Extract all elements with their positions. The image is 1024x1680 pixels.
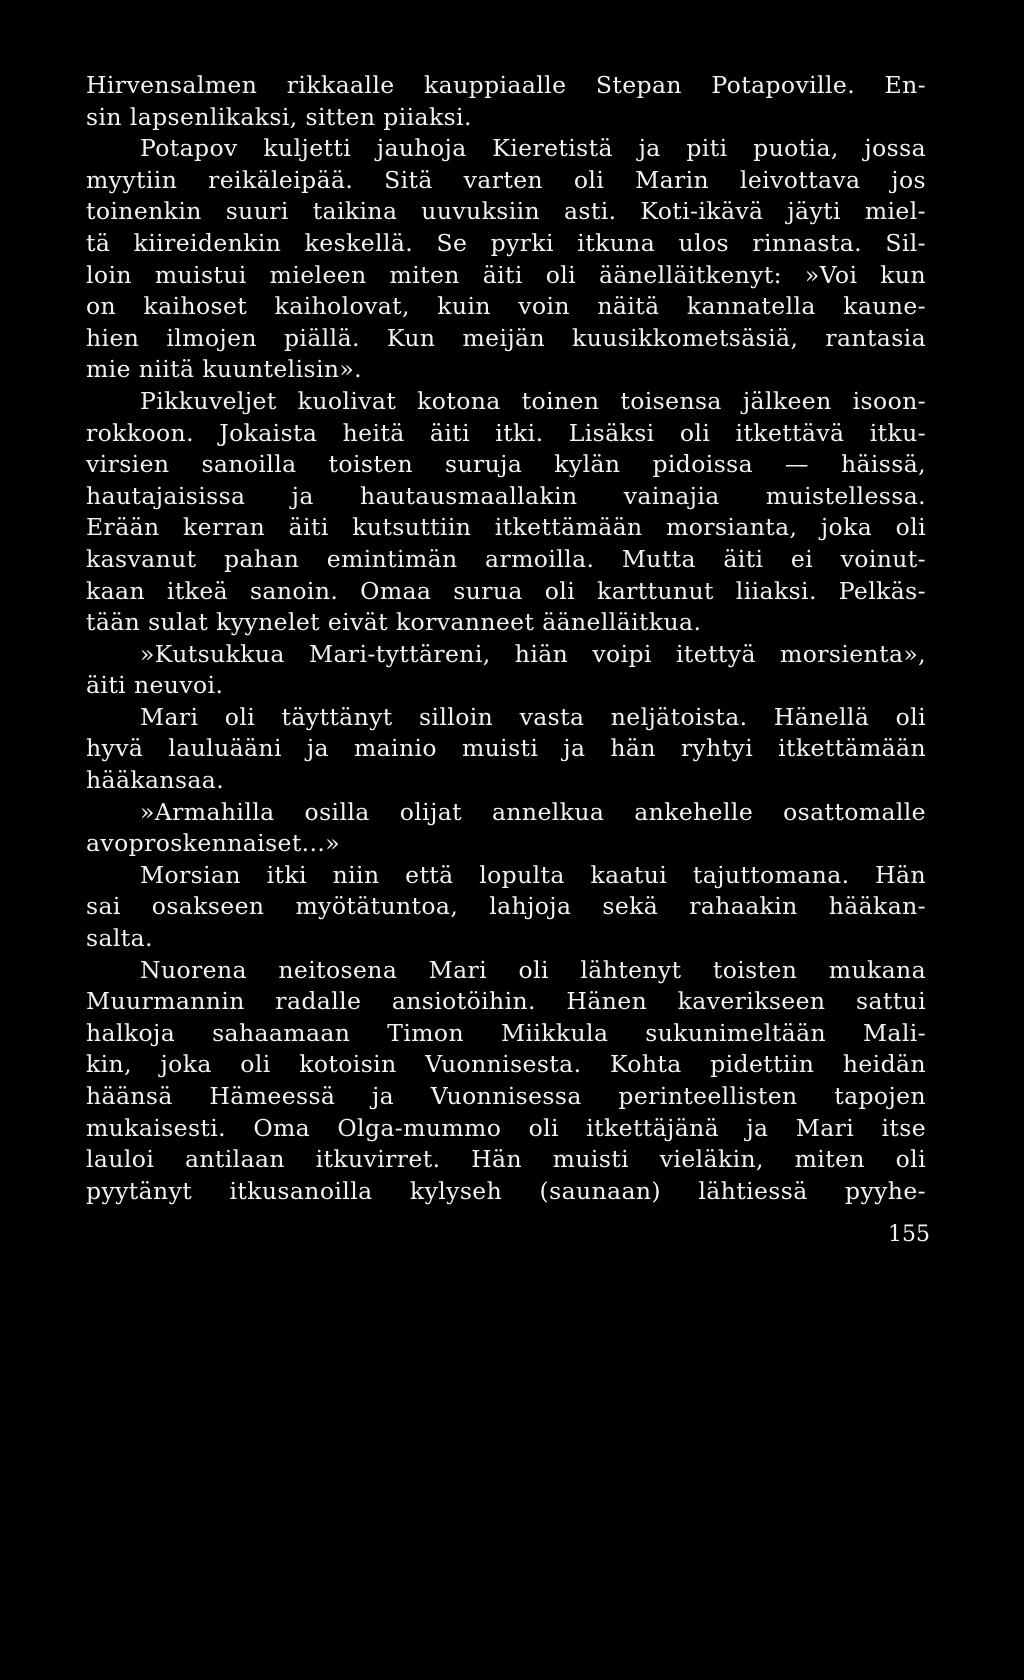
- text-line: lauloi antilaan itkuvirret. Hän muisti vieläkin, miten oli: [86, 1145, 926, 1174]
- page-number: 155: [888, 1222, 930, 1247]
- text-line: hääkansaa.: [86, 766, 225, 795]
- text-line: Potapov kuljetti jauhoja Kieretistä ja piti puotia, jossa: [140, 134, 926, 163]
- text-line: myytiin reikäleipää. Sitä varten oli Marin leivottava jos: [86, 165, 926, 194]
- text-line: hautajaisissa ja hautausmaallakin vainajia muistellessa.: [86, 481, 926, 510]
- text-line: tään sulat kyynelet eivät korvanneet äänelläitkua.: [86, 608, 702, 637]
- text-line: loin muistui mieleen miten äiti oli äänelläitkenyt: »Voi kun: [86, 260, 926, 289]
- text-line: Nuorena neitosena Mari oli lähtenyt toisten mukana: [140, 955, 926, 984]
- body-text: [86, 70, 926, 1207]
- text-line: halkoja sahaamaan Timon Miikkula sukunimeltään Mali-: [86, 1018, 926, 1047]
- text-line: äiti neuvoi.: [86, 671, 224, 700]
- text-line: salta.: [86, 924, 153, 953]
- text-line: kin, joka oli kotoisin Vuonnisesta. Kohta pidettiin heidän: [86, 1050, 926, 1079]
- text-line: mukaisesti. Oma Olga-mummo oli itkettäjänä ja Mari itse: [86, 1113, 926, 1142]
- text-line: sin lapsenlikaksi, sitten piiaksi.: [86, 102, 472, 131]
- text-line: virsien sanoilla toisten suruja kylän pidoissa — häissä,: [86, 450, 926, 479]
- text-line: rokkoon. Jokaista heitä äiti itki. Lisäksi oli itkettävä itku-: [86, 418, 926, 447]
- text-line: »Kutsukkua Mari-tyttäreni, hiän voipi itettyä morsienta»,: [140, 639, 926, 668]
- text-line: Pikkuveljet kuolivat kotona toinen toisensa jälkeen isoon-: [140, 386, 926, 415]
- text-line: »Armahilla osilla olijat annelkua ankehelle osattomalle: [140, 797, 926, 826]
- text-line: mie niitä kuuntelisin».: [86, 355, 363, 384]
- text-line: avoproskennaiset...»: [86, 829, 341, 858]
- text-line: Morsian itki niin että lopulta kaatui tajuttomana. Hän: [140, 860, 926, 889]
- text-line: kaan itkeä sanoin. Omaa surua oli karttunut liiaksi. Pelkäs-: [86, 576, 926, 605]
- text-line: pyytänyt itkusanoilla kylyseh (saunaan) lähtiessä pyyhe-: [86, 1176, 926, 1205]
- text-line: tä kiireidenkin keskellä. Se pyrki itkuna ulos rinnasta. Sil-: [86, 228, 926, 257]
- text-line: Erään kerran äiti kutsuttiin itkettämään morsianta, joka oli: [86, 513, 926, 542]
- text-line: hyvä lauluääni ja mainio muisti ja hän ryhtyi itkettämään: [86, 734, 926, 763]
- text-line: sai osakseen myötätuntoa, lahjoja sekä rahaakin hääkan-: [86, 892, 926, 921]
- text-line: toinenkin suuri taikina uuvuksiin asti. Koti-ikävä jäyti miel-: [86, 197, 926, 226]
- text-line: häänsä Hämeessä ja Vuonnisessa perinteellisten tapojen: [86, 1082, 926, 1110]
- text-line: kasvanut pahan emintimän armoilla. Mutta äiti ei voinut-: [86, 544, 926, 573]
- text-line: Hirvensalmen rikkaalle kauppiaalle Stepan Potapoville. En-: [86, 71, 926, 99]
- text-line: on kaihoset kaiholovat, kuin voin näitä kannatella kaune-: [86, 292, 926, 321]
- text-line: hien ilmojen piällä. Kun meijän kuusikkometsäsiä, rantasia: [86, 323, 926, 352]
- text-line: Mari oli täyttänyt silloin vasta neljätoista. Hänellä oli: [140, 702, 926, 731]
- text-line: Muurmannin radalle ansiotöihin. Hänen kaverikseen sattui: [86, 987, 926, 1016]
